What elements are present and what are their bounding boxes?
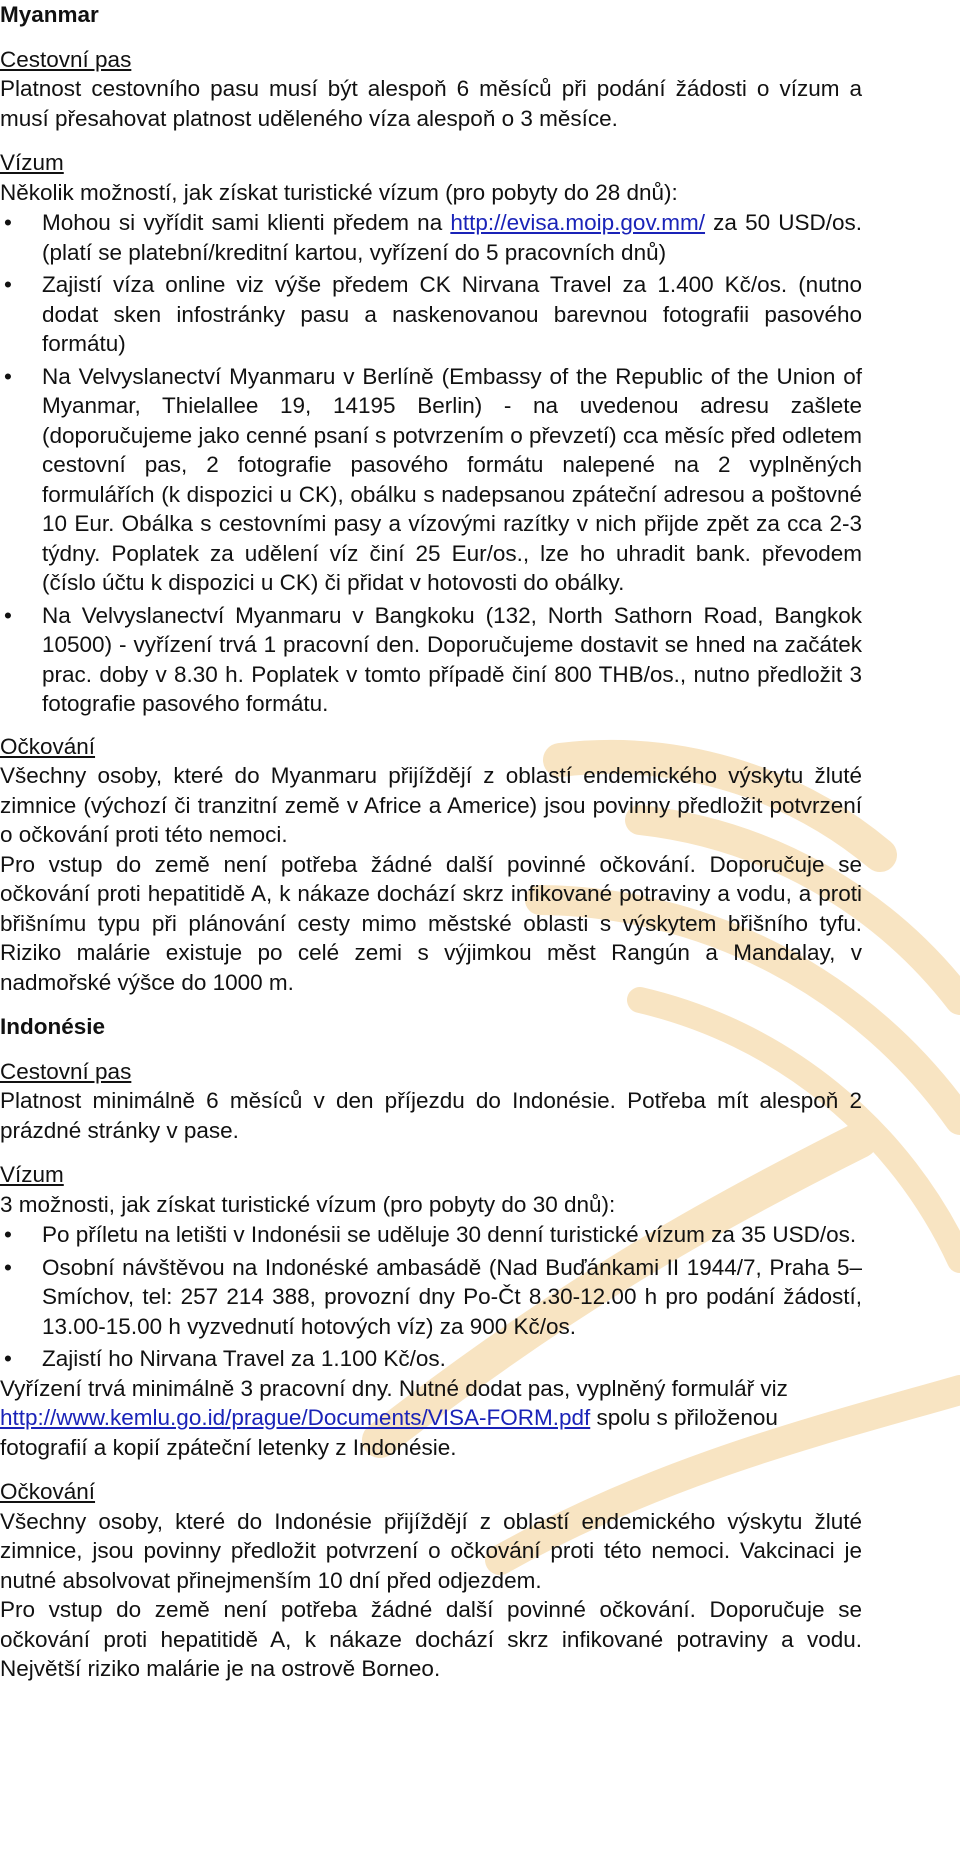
list-item <box>0 1220 862 1250</box>
list-item-text: Na Velvyslanectví Myanmaru v Bangkoku (132, North Sathorn Road, Bangkok 10500) - vyřízení trvá 1 pracovní den. Doporučujeme dostavit se hned na začátek prac. doby v 8.30 h. Poplatek v tomto případě činí 800 THB/os., nutno předložit 3 fotografie pasového formátu. <box>42 602 862 716</box>
visa-options-list <box>0 208 862 719</box>
vaccination-text: Pro vstup do země není potřeba žádné další povinné očkování. Doporučuje se očkování proti hepatitidě A, k nákaze dochází skrz infikované potraviny a vodu, a proti břišnímu typu při plánování cesty mimo městské oblasti s výskytem břišního tyfu. Riziko malárie existuje po celé zemi s výjimkou měst Rangún a Mandalay, v nadmořské výšce do 1000 m. <box>0 851 862 995</box>
section-heading-passport: Cestovní pas <box>0 1058 132 1084</box>
bullet-icon: • <box>4 1346 12 1371</box>
list-item-text: Na Velvyslanectví Myanmaru v Berlíně (Embassy of the Republic of the Union of Myanmar, Thielallee 19, 14195 Berlin) - na uvedenou adresu zašlete (doporučujeme jako cenné psaní s potvrzením o převzetí) cca měsíc před odletem cestovní pas, 2 fotografie pasového formátu nalepené na 2 vyplněných formulářích (k dispozici u CK), obálku s nadepsanou zpáteční adresou a poštovné 10 Eur. Obálka s cestovními pasy a vízovými razítky v nich přijde zpět za cca 2-3 týdny. Poplatek za udělení víz činí 25 Eur/os., lze ho uhradit bank. převodem (číslo účtu k dispozici u CK) či přidat v hotovosti do obálky. <box>42 363 862 595</box>
list-item-text: Po příletu na letišti v Indonésii se uděluje 30 denní turistické vízum za 35 USD/os. <box>42 1222 857 1247</box>
list-item <box>0 1253 862 1342</box>
section-heading-vaccination: Očkování <box>0 1479 96 1504</box>
bullet-icon: • <box>4 272 12 297</box>
list-item-text: Zajistí ho Nirvana Travel za 1.100 Kč/os. <box>42 1346 446 1371</box>
country-title-myanmar: Myanmar <box>0 2 99 27</box>
country-title-indonesia: Indonésie <box>0 1014 106 1039</box>
bullet-icon: • <box>4 1254 12 1280</box>
visa-options-list <box>0 1220 862 1374</box>
bullet-icon: • <box>4 602 12 628</box>
vaccination-text: Všechny osoby, které do Indonésie přijíždějí z oblastí endemického výskytu žluté zimnice, jsou povinny předložit potvrzení o očkování proti této nemoci. Vakcinaci je nutné absolvovat přinejmenším 10 dní před odjezdem. <box>0 1508 862 1593</box>
bullet-icon: • <box>4 210 12 235</box>
passport-text: Platnost cestovního pasu musí být alespoň 6 měsíců při podání žádosti o vízum a musí přesahovat platnost uděleného víza alespoň o 3 měsíce. <box>0 76 862 131</box>
visa-form-link[interactable]: http://www.kemlu.go.id/prague/Documents/VISA-FORM.pdf <box>0 1405 591 1430</box>
vaccination-text: Všechny osoby, které do Myanmaru přijíždějí z oblastí endemického výskytu žluté zimnice (výchozí či tranzitní země v Africe a Americe) jsou povinny předložit potvrzení o očkování proti této nemoci. <box>0 763 862 847</box>
list-item <box>0 270 862 359</box>
visa-note-text: spolu s přiloženou fotografií a kopií zpáteční letenky z Indonésie. <box>0 1405 778 1460</box>
list-item-text: Osobní návštěvou na Indonéské ambasádě (Nad Buďánkami II 1944/7, Praha 5–Smíchov, tel: 257 214 388, provozní dny Po-Čt 8.30-12.00 h pro podání žádostí, 13.00-15.00 h vyzvednutí hotových víz) za 900 Kč/os. <box>42 1254 862 1339</box>
section-heading-vaccination: Očkování <box>0 733 96 759</box>
list-item-text: za 50 USD/os. (platí se platební/kreditní kartou, vyřízení do 5 pracovních dnů) <box>42 210 862 265</box>
vaccination-text: Pro vstup do země není potřeba žádné další povinné očkování. Doporučuje se očkování proti hepatitidě A, k nákaze dochází skrz infikované potraviny a vodu. Největší riziko malárie je na ostrově Borneo. <box>0 1597 862 1681</box>
bullet-icon: • <box>4 1222 12 1247</box>
visa-intro: Několik možností, jak získat turistické vízum (pro pobyty do 28 dnů): <box>0 179 678 205</box>
section-heading-visa: Vízum <box>0 1162 64 1187</box>
evisa-link[interactable]: http://evisa.moip.gov.mm/ <box>450 210 706 235</box>
passport-text: Platnost minimálně 6 měsíců v den příjezdu do Indonésie. Potřeba mít alespoň 2 prázdné stránky v pase. <box>0 1088 862 1143</box>
section-heading-passport: Cestovní pas <box>0 46 132 72</box>
bullet-icon: • <box>4 363 12 389</box>
list-item <box>0 1344 862 1374</box>
list-item-text: Mohou si vyřídit sami klienti předem na <box>42 210 451 235</box>
list-item <box>0 362 862 598</box>
section-heading-visa: Vízum <box>0 150 64 175</box>
visa-note <box>0 1374 862 1463</box>
list-item <box>0 601 862 719</box>
list-item-text: Zajistí víza online viz výše předem CK Nirvana Travel za 1.400 Kč/os. (nutno dodat sken infostránky pasu a naskenovanou barevnou fotografii pasového formátu) <box>42 272 862 356</box>
list-item <box>0 208 862 267</box>
visa-note-text: Vyřízení trvá minimálně 3 pracovní dny. Nutné dodat pas, vyplněný formulář viz <box>0 1375 788 1401</box>
visa-intro: 3 možnosti, jak získat turistické vízum (pro pobyty do 30 dnů): <box>0 1191 616 1217</box>
